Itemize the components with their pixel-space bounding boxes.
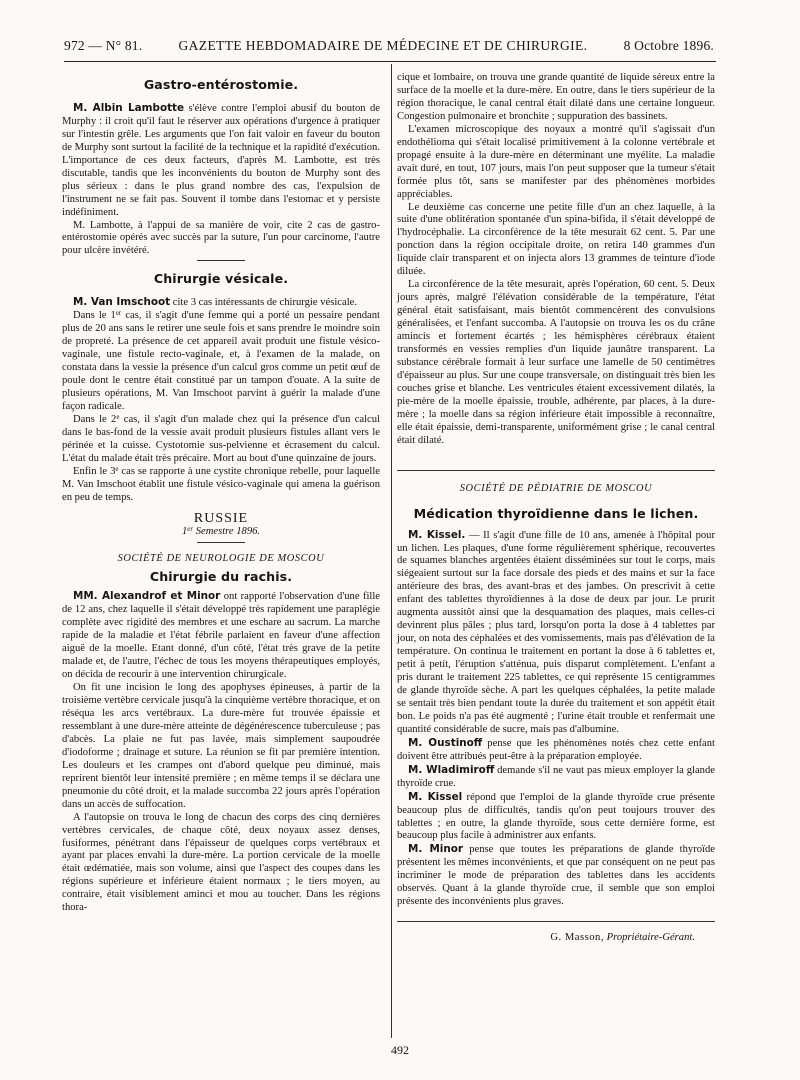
journal-title: GAZETTE HEBDOMADAIRE DE MÉDECINE ET DE CHIRURGIE. (178, 38, 588, 53)
vesicale-paragraph-1: M. Van Imschoot cite 3 cas intéressants de chirurgie vésicale. (73, 296, 357, 309)
author-oustinoff: M. Oustinoff (408, 736, 483, 749)
rachis-paragraph-1: MM. Alexandrof et Minor ont rapporté l'observation d'une fille de 12 ans, chez laquelle il s'était développé très rapidement une paraplégie complète avec rigidité des membres et une eschare au sacrum. La marche rapide de la maladie et l'état fébrile parlaient en faveur d'une affection aiguë de la moelle. Etant donné, d'un côté, l'état très grave de la petite malade et, de l'autre, l'échec de tous les moyens thérapeutiques employés, on décida de recourir à une intervention chirurgicale. (62, 590, 380, 681)
author-kissel-reply: M. Kissel (408, 790, 463, 803)
section-separator (197, 260, 245, 261)
rachis-paragraph-4: L'examen microscopique des noyaux a montré qu'il s'agissait d'un endothélioma qui s'était localisé primitivement à la colonne vertébrale et propagé ensuite à la dure-mère en déterminant une myélite. La maladie avait duré, en tout, 107 jours, mais l'on peut supposer que la tumeur s'était formée plus tôt, sans se manifester par des phénomènes morbides appréciables. (397, 123, 715, 200)
semester-line: 1er Semestre 1896. (181, 524, 261, 537)
society-separator (397, 470, 715, 471)
author-minor: M. Minor (408, 843, 464, 856)
lichen-paragraph-oustinoff: M. Oustinoff pense que les phénomènes notés chez cette enfant doivent être attribués peut-être à la préparation employée. (397, 736, 716, 762)
gastro-paragraph-2: M. Lambotte, à l'appui de sa manière de voir, cite 2 cas de gastro-entérostomie opérés avec succès par la suture, l'un pour carcinome, l'autre pour ulcère invétéré. (62, 219, 380, 257)
issue-number: 972 — N° 81. (64, 38, 143, 53)
publisher-signature: G. Masson, Propriétaire-Gérant. (550, 932, 695, 944)
section-title-lichen: Médication thyroïdienne dans le lichen. (413, 505, 699, 521)
section-title-rachis: Chirurgie du rachis. (149, 569, 293, 585)
section-title-vesicale: Chirurgie vésicale. (153, 271, 289, 287)
vesicale-paragraph-4: Enfin le 3e cas se rapporte à une cystite chronique rebelle, pour laquelle M. Van Imschoot établit une fistule vésico-vaginale qui amena la guérison en peu de temps. (62, 464, 380, 503)
column-divider (391, 64, 392, 1038)
lichen-paragraph-kissel-reply: M. Kissel répond que l'emploi de la glande thyroïde crue présente beaucoup plus de difficultés, tandis qu'on peut toujours trouver des tablettes ; en outre, la glande thyroïde, sous cette dernière forme, est beaucoup plus facile à administrer aux enfants. (397, 790, 715, 842)
rachis-continuation: cique et lombaire, on trouva une grande quantité de liquide séreux entre la surface de la moelle et la dure-mère. En outre, dans le tiers supérieur de la région thoracique, le canal central était dilaté dans une certaine longueur. Congestion pulmonaire et bronchite ; suppuration des bassinets. (397, 72, 715, 122)
rachis-paragraph-2: On fit une incision le long des apophyses épineuses, à partir de la troisième vertèbre cervicale jusqu'à la cinquième vertèbre thoracique, et on réséqua les arcs vertébraux. La dure-mère fut trouvée épaissie et ressemblant à une dure-mère atteinte de dégénérescence tuberculeuse ; pas d'abcès. La plaie ne fut pas lavée, mais simplement saupoudrée d'iodoforme ; drainage et suture. La réunion se fit par première intention. Les douleurs et les crampes ont d'abord quelque peu diminué, mais reprirent bientôt leur intensité première ; en même temps il se déclara une pneumonie du côté droit, et la malade succomba 22 jours après l'opération dans un accès de suffocation. (62, 682, 380, 810)
section-title-gastro: Gastro-entérostomie. (143, 77, 299, 92)
page-number: 492 (391, 1043, 409, 1057)
country-separator (197, 542, 245, 543)
lichen-paragraph-minor: M. Minor pense que toutes les préparations de glande thyroïde présentent les mêmes inconvénients, et que par conséquent on ne peut pas incriminer le mode de préparation des tablettes dans les accidents observés. Quant à la glande thyroïde crue, il semble que son emploi présente des inconvénients plus graves. (397, 843, 715, 908)
gastro-paragraph-1: M. Albin Lambotte s'élève contre l'emploi abusif du bouton de Murphy : il croit qu'il faut le réserver aux opérations d'urgence à pratiquer sur l'intestin grêle. Les arguments que l'on fait valoir en faveur du bouton de Murphy sont surtout la facilité de la technique et la rapidité d'exécution. L'importance de ces deux facteurs, d'après M. Lambotte, est très discutable, tandis que les inconvénients du bouton de Murphy sont des plus sérieux : dans le plus grand nombre des cas, l'expulsion de l'instrument ne se fait pas. Souvent il tombe dans l'estomac et y persiste indéfiniment. (62, 101, 381, 218)
rachis-paragraph-6: La circonférence de la tête mesurait, après l'opération, 60 cent. 5. Deux jours après, malgré l'élévation considérable de la température, l'état général était satisfaisant, mais bientôt commencèrent des convulsions généralisées, et l'enfant succomba. A l'autopsie on trouva les os du crâne amincis et fortement écartés ; les hémisphères cérébraux étaient transformés en vessies remplies d'un liquide jaunâtre transparent. La substance cérébrale formait à leur surface une lamelle de 50 centimètres d'épaisseur au plus. Sur une coupe transversale, on distinguait très bien les couches grise et blanche. Les ventricules étaient excessivement dilatés, la pie-mère de la moelle épaissie, trouble, adhérente, par places, à la dure-mère ; la moelle dans sa région inférieure était impossible à reconnaître, elle était épaissie, demi-transparente, uniformément grise ; le canal central était dilaté. (397, 279, 715, 446)
vesicale-paragraph-3: Dans le 2e cas, il s'agit d'un malade chez qui la présence d'un calcul dans le bas-fond de la vessie avait produit plusieurs fistules allant vers le périnée et la cuisse. Cystotomie sus-pelvienne et écrasement du calcul. L'état du malade était très précaire. Mort au bout d'une quinzaine de jours. (62, 412, 380, 464)
rachis-paragraph-5: Le deuxième cas concerne une petite fille d'un an chez laquelle, à la suite d'une oblitération spontanée d'un spina-bifida, il s'était développé de l'hydrocéphalie. La circonférence de la tête mesurait 62 cent. 5. Par une ponction dans la région occipitale droite, on retira 140 grammes d'un liquide clair transparent et on injecta alors 13 grammes de teinture d'iode diluée. (397, 201, 715, 278)
country-heading: RUSSIE (193, 510, 249, 526)
signature-rule (397, 921, 715, 922)
author-alexandrof-minor: MM. Alexandrof et Minor (73, 590, 221, 603)
author-lambotte: M. Albin Lambotte (73, 101, 185, 114)
society-pediatrie: SOCIÉTÉ DE PÉDIATRIE DE MOSCOU (459, 482, 653, 494)
issue-date: 8 Octobre 1896. (623, 38, 714, 53)
vesicale-paragraph-2: Dans le 1er cas, il s'agit d'une femme qui a porté un pessaire pendant plus de 20 ans sans le retirer une seule fois et sans prendre le moindre soin de propreté. La présence de cet appareil avait produit une fistule vésico-vaginale, une fistule recto-vaginale, et, à l'examen de la malade, on constata dans la vessie la présence d'un calcul gros comme un petit œuf de poule dont le centre était constitué par un tampon d'ouate. A la suite de plusieurs opérations, M. Van Imschoot parvint à guérir la malade d'une façon radicale. (62, 309, 381, 412)
author-wladimiroff: M. Wladimiroff (408, 763, 495, 776)
header-rule (64, 61, 716, 62)
running-header (64, 38, 714, 58)
rachis-paragraph-3: A l'autopsie on trouva le long de chacun des corps des cinq dernières vertèbres cervicales, de chaque côté, deux noyaux assez denses, fusiformes, pénétrant dans l'épaisseur de quelques corps vertébraux et ayant par places envahi la dure-mère. La portion cervicale de la moelle était œdématiée, mais son volume, ainsi que l'aspect des coupes dans les régions supérieure et inférieure étaient normaux ; le tiers moyen, au contraire, était visiblement aminci et mou au toucher. Dans les régions thora- (62, 811, 380, 914)
lichen-paragraph-kissel: M. Kissel. — Il s'agit d'une fille de 10 ans, amenée à l'hôpital pour un lichen. Les plaques, d'une forme régulièrement sphérique, recouvertes de squames blanches argentées étaient disséminées sur tout le corps, mais siégeaient surtout sur la face dorsale des pieds et des mains et sur la face antérieure des bras, des avant-bras et des jambes. On prescrivit à cette enfant des tablettes thyroïdiennes à la dose de deux par jour. Le prurit augmenta aussitôt ainsi que la desquamation des plaques, mais celles-ci devinrent plus pâles ; plus tard, lorsqu'on porta la dose à 4 tablettes par jour, on nota des céphalées et des vomissements, mais pas d'élévation de la température. On continua le traitement en portant la dose à 6 tablettes et, petit à petit, l'éruption s'atténua, puis disparut complètement. L'enfant a pris durant le traitement 225 tablettes, ce qui représente 15 centigrammes de glande thyroïde sèche. A part les quelques céphalées, la petite malade se sentait très bien pendant toute la durée du traitement et son appétit était bon. Le poids n'a pas été augmenté ; l'urine était trouble et renfermait une quantité considérable de sucre, mais pas d'albumine. (397, 528, 715, 735)
author-kissel: M. Kissel. (408, 528, 466, 541)
lichen-paragraph-wladimiroff: M. Wladimiroff demande s'il ne vaut pas mieux employer la glande thyroïde crue. (397, 763, 715, 789)
author-van-imschoot: M. Van Imschoot (73, 296, 171, 309)
left-column (62, 76, 380, 915)
society-neurologie: SOCIÉTÉ DE NEUROLOGIE DE MOSCOU (117, 552, 325, 564)
right-column (397, 72, 715, 945)
